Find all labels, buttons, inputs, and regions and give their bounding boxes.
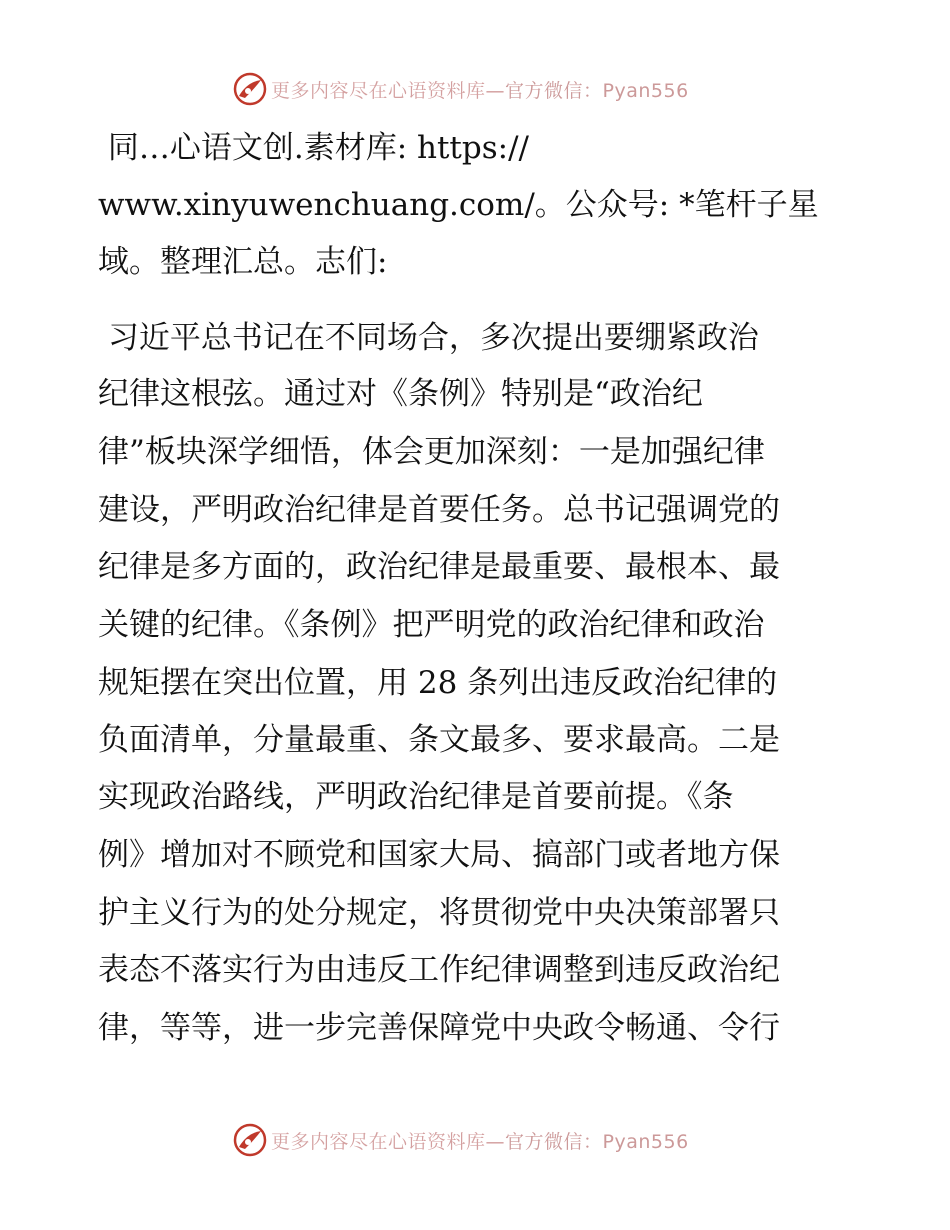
body-text-line: 域。整理汇总。志们: <box>98 244 388 280</box>
body-text-line: 纪律这根弦。通过对《条例》特别是“政治纪 <box>98 376 703 412</box>
pen-logo-icon <box>233 1123 267 1157</box>
body-text-line: 表态不落实行为由违反工作纪律调整到违反政治纪 <box>98 952 780 988</box>
footer-banner <box>233 1123 689 1157</box>
body-text-line: 律，等等，进一步完善保障党中央政令畅通、令行 <box>98 1010 780 1046</box>
pen-logo-icon <box>233 72 267 106</box>
body-text-line: 习近平总书记在不同场合，多次提出要绷紧政治 <box>98 320 759 356</box>
header-banner-text: 更多内容尽在心语资料库—官方微信：Pyan556 <box>271 79 689 102</box>
body-text-line: 同…心语文创.素材库: https:// <box>98 130 529 166</box>
body-text-line: 负面清单，分量最重、条文最多、要求最高。二是 <box>98 722 780 758</box>
body-text-line: 纪律是多方面的，政治纪律是最重要、最根本、最 <box>98 549 780 585</box>
body-text-line: 建设，严明政治纪律是首要任务。总书记强调党的 <box>98 492 780 528</box>
body-text-line: 律”板块深学细悟，体会更加深刻：一是加强纪律 <box>98 434 765 470</box>
footer-banner-text: 更多内容尽在心语资料库—官方微信：Pyan556 <box>271 1130 689 1153</box>
header-banner <box>233 72 689 106</box>
body-text-line: 例》增加对不顾党和国家大局、搞部门或者地方保 <box>98 837 780 873</box>
body-text-line: 实现政治路线，严明政治纪律是首要前提。《条 <box>98 779 734 815</box>
body-text-line: 关键的纪律。《条例》把严明党的政治纪律和政治 <box>98 607 765 643</box>
body-text-line: www.xinyuwenchuang.com/。公众号: *笔杆子星 <box>98 187 819 223</box>
body-text-line: 规矩摆在突出位置，用 28 条列出违反政治纪律的 <box>98 665 778 701</box>
body-text-line: 护主义行为的处分规定，将贯彻党中央决策部署只 <box>98 895 780 931</box>
